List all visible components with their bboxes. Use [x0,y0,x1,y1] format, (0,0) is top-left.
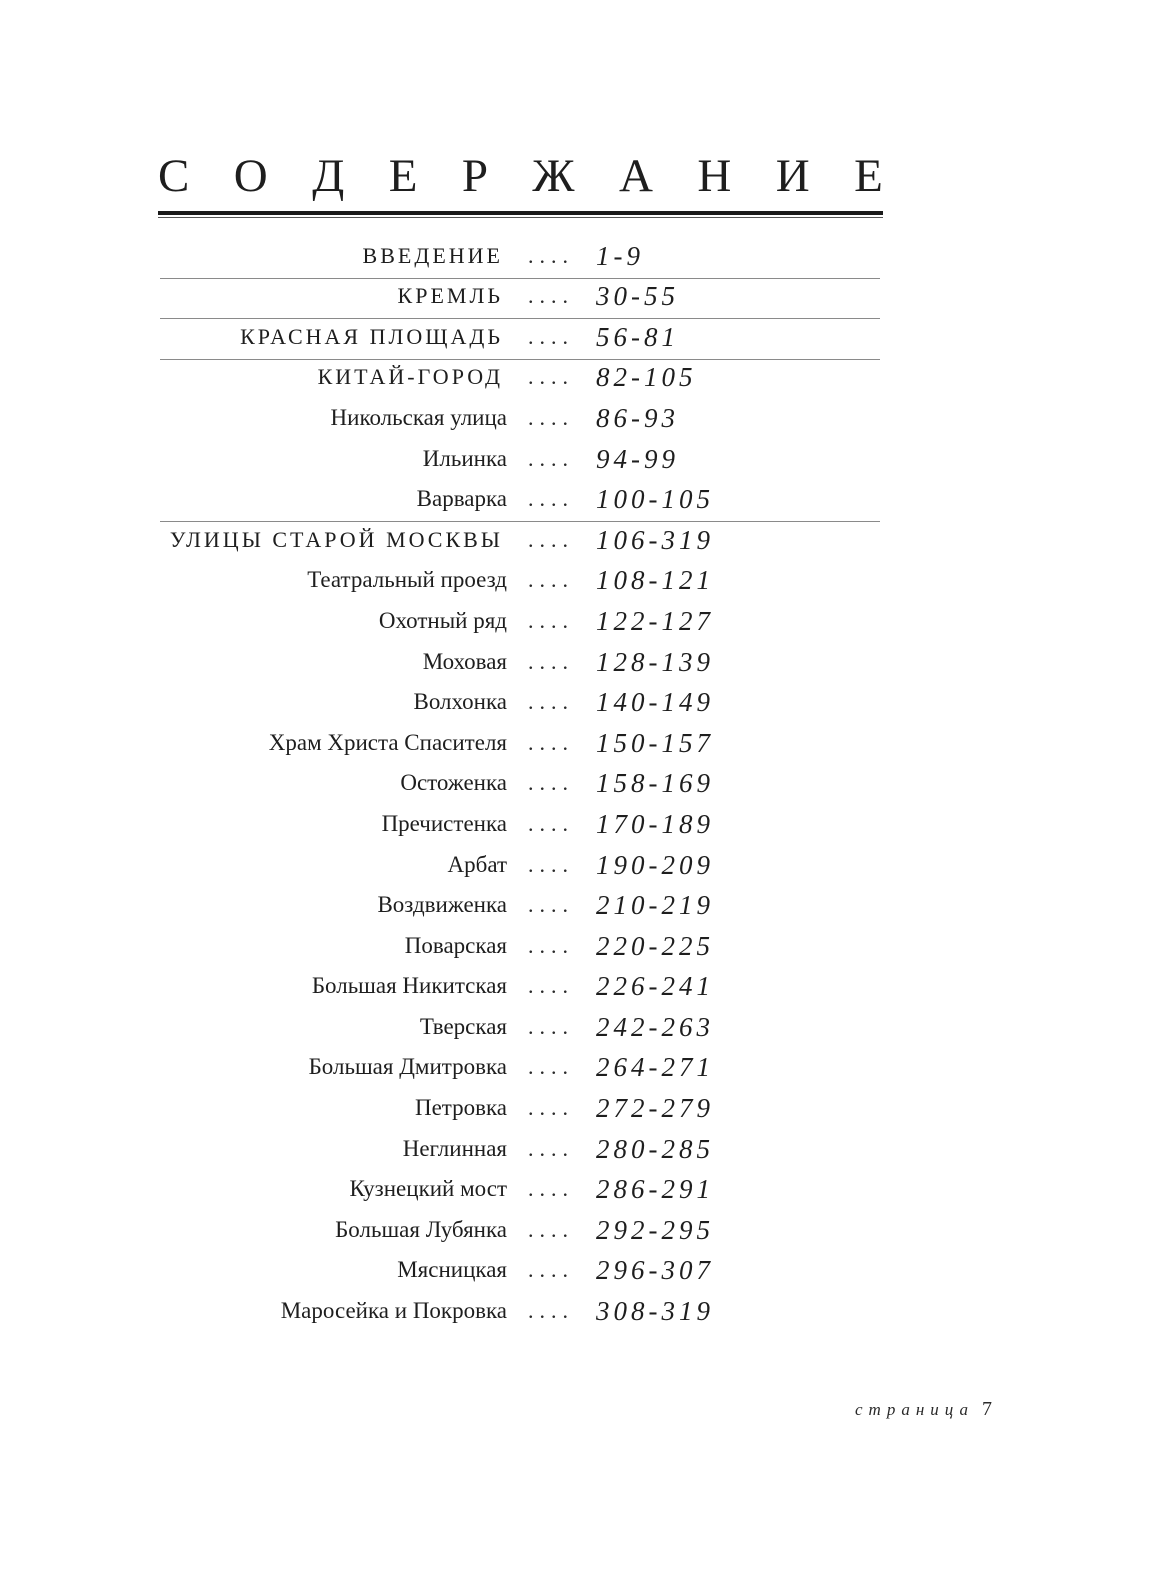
toc-entry-pages: 170-189 [596,808,714,839]
toc-entry[interactable] [0,886,1163,927]
toc-entry[interactable] [0,561,1163,602]
toc-entry[interactable] [0,1170,1163,1211]
toc-entry-title: Варварка [416,486,507,512]
toc-entry-title: КИТАЙ-ГОРОД [317,364,503,390]
page-title [158,140,883,200]
title-letter: Ж [532,150,575,202]
toc-entry-leader: .... [528,892,574,918]
toc-entry-title: Мясницкая [397,1257,507,1283]
toc-entry-leader: .... [528,1013,574,1039]
toc-entry-pages: 1-9 [596,240,644,271]
toc-entry-title: Петровка [414,1095,507,1121]
title-letter: С [158,150,190,202]
toc-entry-leader: .... [528,1298,574,1324]
toc-entry-pages: 286-291 [596,1174,714,1205]
toc-entry-leader: .... [528,364,574,390]
toc-entry-title: Большая Дмитровка [308,1054,507,1080]
toc-entry-pages: 210-219 [596,890,714,921]
toc-entry-leader: .... [528,445,574,471]
toc-entry-leader: .... [528,567,574,593]
toc-entry-pages: 220-225 [596,930,714,961]
title-letter: Р [461,150,488,202]
toc-entry-leader: .... [528,810,574,836]
toc-entry-pages: 292-295 [596,1214,714,1245]
toc-entry-title: Маросейка и Покровка [280,1298,507,1324]
toc-entry-title: УЛИЦЫ СТАРОЙ МОСКВЫ [169,526,503,552]
table-of-contents [0,236,1163,1332]
toc-entry[interactable] [0,1007,1163,1048]
toc-entry-leader: .... [528,1054,574,1080]
toc-entry-leader: .... [528,1095,574,1121]
toc-entry[interactable] [0,1291,1163,1332]
toc-entry-leader: .... [528,607,574,633]
toc-entry-leader: .... [528,1135,574,1161]
toc-entry-title: Храм Христа Спасителя [268,729,507,755]
toc-entry[interactable] [0,967,1163,1008]
toc-entry-pages: 280-285 [596,1133,714,1164]
toc-entry-pages: 106-319 [596,524,714,555]
toc-entry-pages: 122-127 [596,605,714,636]
toc-entry-title: Никольская улица [330,404,507,430]
toc-entry[interactable] [0,601,1163,642]
toc-entry[interactable] [0,1129,1163,1170]
toc-entry-leader: .... [528,1176,574,1202]
toc-entry[interactable] [0,642,1163,683]
toc-entry-leader: .... [528,526,574,552]
toc-entry[interactable] [0,439,1163,480]
toc-entry-leader: .... [528,283,574,309]
toc-entry[interactable] [0,277,1163,318]
title-letter: А [618,150,653,202]
toc-entry-title: Большая Никитская [311,973,507,999]
toc-entry-title: Воздвиженка [377,892,507,918]
toc-entry[interactable] [0,236,1163,277]
toc-entry-pages: 242-263 [596,1011,714,1042]
toc-entry-leader: .... [528,648,574,674]
toc-entry-leader: .... [528,932,574,958]
toc-entry-leader: .... [528,1257,574,1283]
toc-entry[interactable] [0,480,1163,521]
title-rule-thin [158,217,883,218]
toc-entry-title: Волхонка [413,689,507,715]
toc-entry-pages: 158-169 [596,768,714,799]
toc-entry-pages: 82-105 [596,362,697,393]
toc-entry-title: Большая Лубянка [335,1216,507,1242]
toc-entry-leader: .... [528,851,574,877]
toc-entry-leader: .... [528,729,574,755]
toc-entry-title: Арбат [447,851,507,877]
toc-entry-leader: .... [528,770,574,796]
toc-entry[interactable] [0,764,1163,805]
title-rule-thick [158,211,883,215]
toc-entry[interactable] [0,1088,1163,1129]
toc-entry-title: Тверская [419,1013,507,1039]
toc-entry[interactable] [0,398,1163,439]
toc-entry-title: КРАСНАЯ ПЛОЩАДЬ [240,323,503,349]
page-number: 7 [981,1398,992,1420]
toc-entry-leader: .... [528,973,574,999]
toc-entry[interactable] [0,804,1163,845]
toc-entry-pages: 108-121 [596,565,714,596]
page-word: страница [855,1400,974,1419]
toc-entry[interactable] [0,520,1163,561]
toc-entry[interactable] [0,1048,1163,1089]
toc-entry-pages: 56-81 [596,321,679,352]
toc-entry-leader: .... [528,486,574,512]
toc-entry-pages: 140-149 [596,687,714,718]
toc-entry-pages: 150-157 [596,727,714,758]
toc-entry-title: Ильинка [422,445,507,471]
toc-entry-pages: 296-307 [596,1255,714,1286]
toc-entry-pages: 226-241 [596,971,714,1002]
toc-entry-leader: .... [528,1216,574,1242]
toc-entry-title: Неглинная [402,1135,507,1161]
toc-entry-pages: 190-209 [596,849,714,880]
toc-entry-leader: .... [528,404,574,430]
toc-entry-title: Охотный ряд [378,607,507,633]
toc-entry-title: Поварская [404,932,507,958]
title-letter: Е [388,150,418,202]
page-footer [855,1398,992,1421]
toc-entry-title: Театральный проезд [307,567,507,593]
title-letter: О [233,150,268,202]
toc-entry-pages: 86-93 [596,402,679,433]
toc-entry-title: Пречистенка [381,810,507,836]
toc-entry-pages: 100-105 [596,484,714,515]
toc-entry-pages: 264-271 [596,1052,714,1083]
toc-entry[interactable] [0,1210,1163,1251]
toc-entry-pages: 308-319 [596,1296,714,1327]
toc-entry-pages: 272-279 [596,1093,714,1124]
toc-entry-title: КРЕМЛЬ [397,283,503,309]
title-letter: Н [697,150,732,202]
title-letter: Д [312,150,345,202]
toc-entry-title: Остоженка [400,770,507,796]
toc-entry-pages: 94-99 [596,443,679,474]
toc-entry[interactable] [0,358,1163,399]
toc-entry[interactable] [0,1251,1163,1292]
toc-entry-title: ВВЕДЕНИЕ [362,242,503,268]
toc-entry-pages: 30-55 [596,281,679,312]
toc-entry-leader: .... [528,323,574,349]
toc-entry-title: Кузнецкий мост [349,1176,507,1202]
toc-entry[interactable] [0,926,1163,967]
toc-entry[interactable] [0,317,1163,358]
toc-entry-leader: .... [528,242,574,268]
toc-entry[interactable] [0,723,1163,764]
toc-entry-title: Моховая [422,648,507,674]
title-letter: И [775,150,810,202]
title-letter: Е [854,150,883,202]
toc-entry[interactable] [0,845,1163,886]
toc-entry-leader: .... [528,689,574,715]
toc-entry[interactable] [0,683,1163,724]
toc-entry-pages: 128-139 [596,646,714,677]
